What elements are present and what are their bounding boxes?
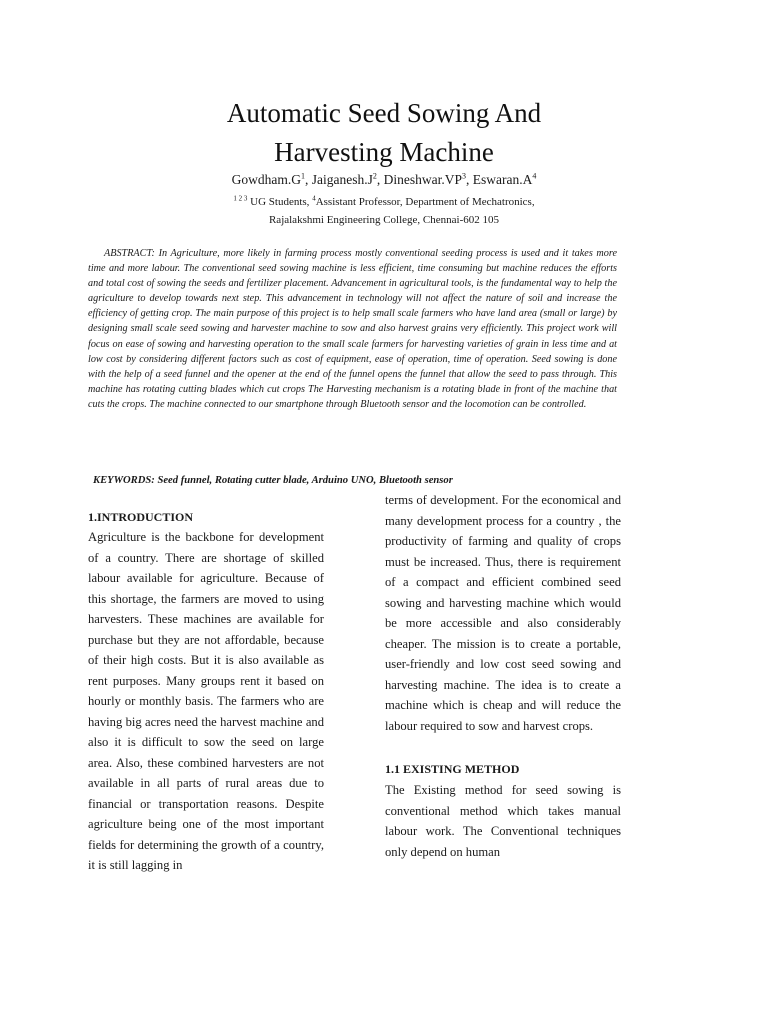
author-sep: ,: [376, 172, 384, 187]
affiliation-sup-students: 1 2 3: [233, 194, 248, 203]
affiliation-line-1: [0, 193, 768, 211]
author-name: Gowdham.G: [231, 172, 301, 187]
keywords: KEYWORDS: Seed funnel, Rotating cutter blade, Arduino UNO, Bluetooth sensor: [93, 475, 453, 486]
affiliation-sup-professor: 4: [312, 194, 316, 203]
author-sup: 1: [301, 171, 305, 181]
abstract: ABSTRACT: In Agriculture, more likely in farming process mostly conventional seeding process is used and it takes more time and more labour. The conventional seed sowing machine is less efficient, time consuming but machine reduces the efforts and total cost of sowing the seeds and fertilizer placement. Advancement in agricultural tools, is the fundamental way to help the agriculture to develop towards next step. This advancement in technology will not affect the nature of soil and increase the efficiency of getting crop. The main purpose of this project is to help small scale farmers who have land area (small or large) by designing small scale seed sowing and harvester machine to sow and also harvest grains very efficiently. This project work will focus on ease of sowing and harvesting operation to the small scale farmers for harvesting varieties of grain in less time and at low cost by considering different factors such as cost of equipment, ease of operation, time of operation. Seed sowing is done with the help of a seed funnel and the opener at the end of the funnel opens the funnel that allow the seed to pass through. This machine has rotating cutting blades which cut crops The Harvesting mechanism is a rotating blade in front of the machine that cuts the crops. The machine connected to our smartphone through Bluetooth sensor and the locomotion can be controlled.: [88, 248, 617, 410]
section-heading-introduction: 1.INTRODUCTION: [88, 510, 194, 524]
affiliation-department: Assistant Professor, Department of Mechatronics,: [315, 196, 535, 208]
affiliation-students: UG Students,: [247, 196, 313, 208]
left-column: [88, 508, 324, 876]
introduction-paragraph: Agriculture is the backbone for development of a country. There are shortage of skilled labour available for agriculture. Because of this shortage, the farmers are moved to using harvesters. These machines are available for purchase but they are not affordable, because of their high costs. But it is also available as rent purposes. Many groups rent it based on hourly or monthly basis. The farmers who are having big acres need the harvest machine and also it is difficult to sow the seed on large area. Also, these combined harvesters are not available in all parts of rural areas due to financial or transportation reasons. Despite agriculture being one of the most important fields for determining the growth of a country, it is still lagging in: [88, 530, 324, 872]
affiliation: [0, 193, 768, 229]
introduction-paragraph-continued: terms of development. For the economical and many development process for a country , the productivity of farming and quality of crops must be increased. Thus, there is requirement of a compact and efficient combined seed sowing and harvesting machine which would be more accessible and also considerably cheaper. The mission is to create a portable, user-friendly and low cost seed sowing and harvesting machine. The idea is to create a machine which is cheap and will reduce the labour required to sow and harvest crops.: [385, 493, 621, 733]
author-sep: ,: [305, 172, 312, 187]
title-line-2: Harvesting Machine: [274, 137, 494, 167]
section-heading-existing-method: 1.1 EXISTING METHOD: [385, 762, 520, 776]
paper-title: [0, 94, 768, 172]
author-name: Eswaran.A: [472, 172, 533, 187]
author-list: [0, 171, 768, 189]
author-sup: 2: [372, 171, 377, 181]
title-line-1: Automatic Seed Sowing And: [226, 98, 542, 128]
author-sup: 3: [462, 171, 466, 181]
right-column: [385, 490, 621, 862]
existing-method-paragraph: The Existing method for seed sowing is conventional method which takes manual labour work. The Conventional techniques only depend on human: [385, 783, 621, 859]
author-name: Dineshwar.VP: [383, 172, 462, 187]
author-sep: ,: [466, 172, 473, 187]
author-sup: 4: [532, 171, 537, 181]
affiliation-line-2: Rajalakshmi Engineering College, Chennai-602 105: [268, 214, 500, 226]
author-name: Jaiganesh.J: [311, 172, 373, 187]
